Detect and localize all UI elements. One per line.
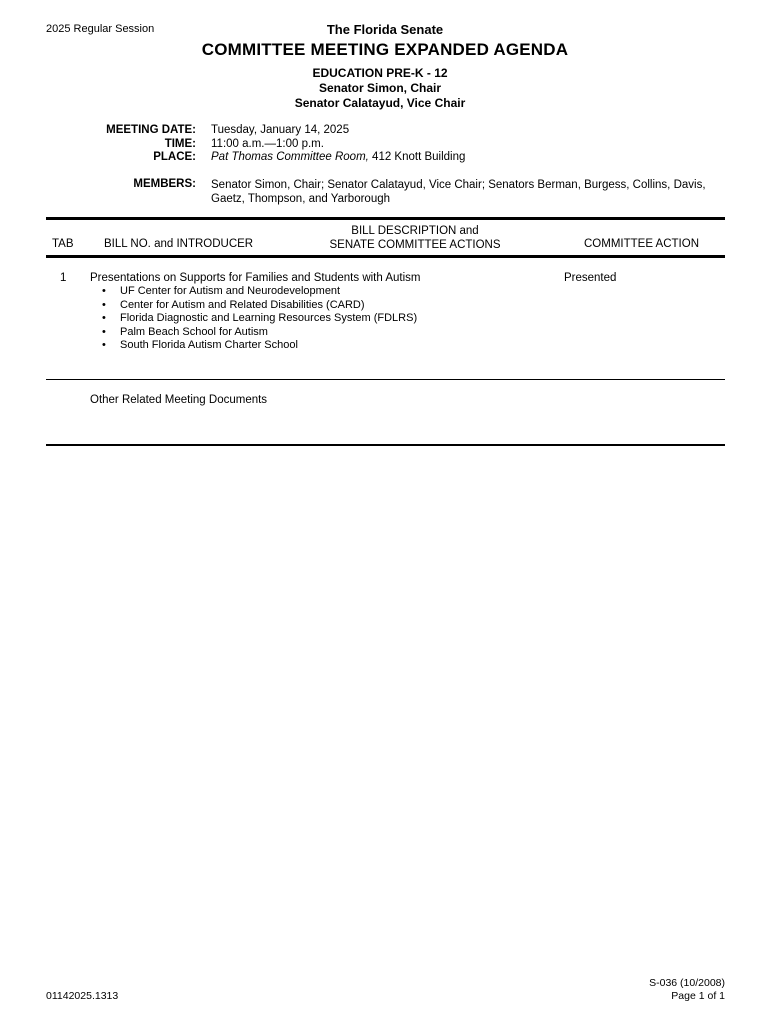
- form-number: S-036 (10/2008): [649, 977, 725, 989]
- row-divider: [46, 379, 725, 380]
- meeting-date-value: Tuesday, January 14, 2025: [211, 124, 350, 136]
- row-tab-number: 1: [60, 272, 67, 284]
- other-documents-label: Other Related Meeting Documents: [90, 394, 268, 406]
- members-label: MEMBERS:: [133, 178, 196, 190]
- col-action-header: COMMITTEE ACTION: [584, 238, 699, 250]
- col-description-header: [300, 224, 530, 252]
- header-top-rule: [46, 217, 725, 220]
- list-item: • South Florida Autism Charter School: [100, 339, 417, 353]
- place-value: [211, 151, 465, 163]
- form-info: [649, 977, 725, 1003]
- section-end-rule: [46, 444, 725, 446]
- organization-name: The Florida Senate: [326, 22, 444, 37]
- col-description-line1: BILL DESCRIPTION and: [351, 225, 479, 237]
- document-id: 01142025.1313: [46, 990, 119, 1002]
- list-item: • Palm Beach School for Autism: [100, 326, 417, 340]
- row-title: Presentations on Supports for Families and Students with Autism: [90, 272, 421, 284]
- col-tab-header: TAB: [52, 238, 74, 250]
- members-value: Senator Simon, Chair; Senator Calatayud, Vice Chair; Senators Berman, Burgess, Collins, Davis, Gaetz, Thompson, and Yarborough: [211, 179, 706, 205]
- place-building: 412 Knott Building: [368, 151, 466, 163]
- col-bill-header: BILL NO. and INTRODUCER: [104, 238, 254, 250]
- committee-vice-chair: Senator Calatayud, Vice Chair: [294, 96, 466, 110]
- page-number: Page 1 of 1: [671, 990, 725, 1002]
- presenter-list: [100, 285, 417, 353]
- page-title: COMMITTEE MEETING EXPANDED AGENDA: [201, 40, 569, 59]
- committee-chair: Senator Simon, Chair: [318, 81, 442, 95]
- row-action: Presented: [564, 272, 617, 284]
- time-value: 11:00 a.m.—1:00 p.m.: [211, 138, 324, 150]
- col-description-line2: SENATE COMMITTEE ACTIONS: [329, 239, 501, 251]
- meeting-date-label: MEETING DATE:: [106, 124, 196, 136]
- committee-name: EDUCATION PRE-K - 12: [312, 66, 448, 80]
- time-label: TIME:: [164, 138, 196, 150]
- header-bottom-rule: [46, 255, 725, 258]
- list-item: • Center for Autism and Related Disabilities (CARD): [100, 299, 417, 313]
- place-label: PLACE:: [153, 151, 196, 163]
- committee-block: [0, 66, 760, 111]
- place-room: Pat Thomas Committee Room,: [211, 151, 369, 163]
- list-item: • Florida Diagnostic and Learning Resources System (FDLRS): [100, 312, 417, 326]
- session-label: 2025 Regular Session: [46, 23, 155, 35]
- list-item: • UF Center for Autism and Neurodevelopment: [100, 285, 417, 299]
